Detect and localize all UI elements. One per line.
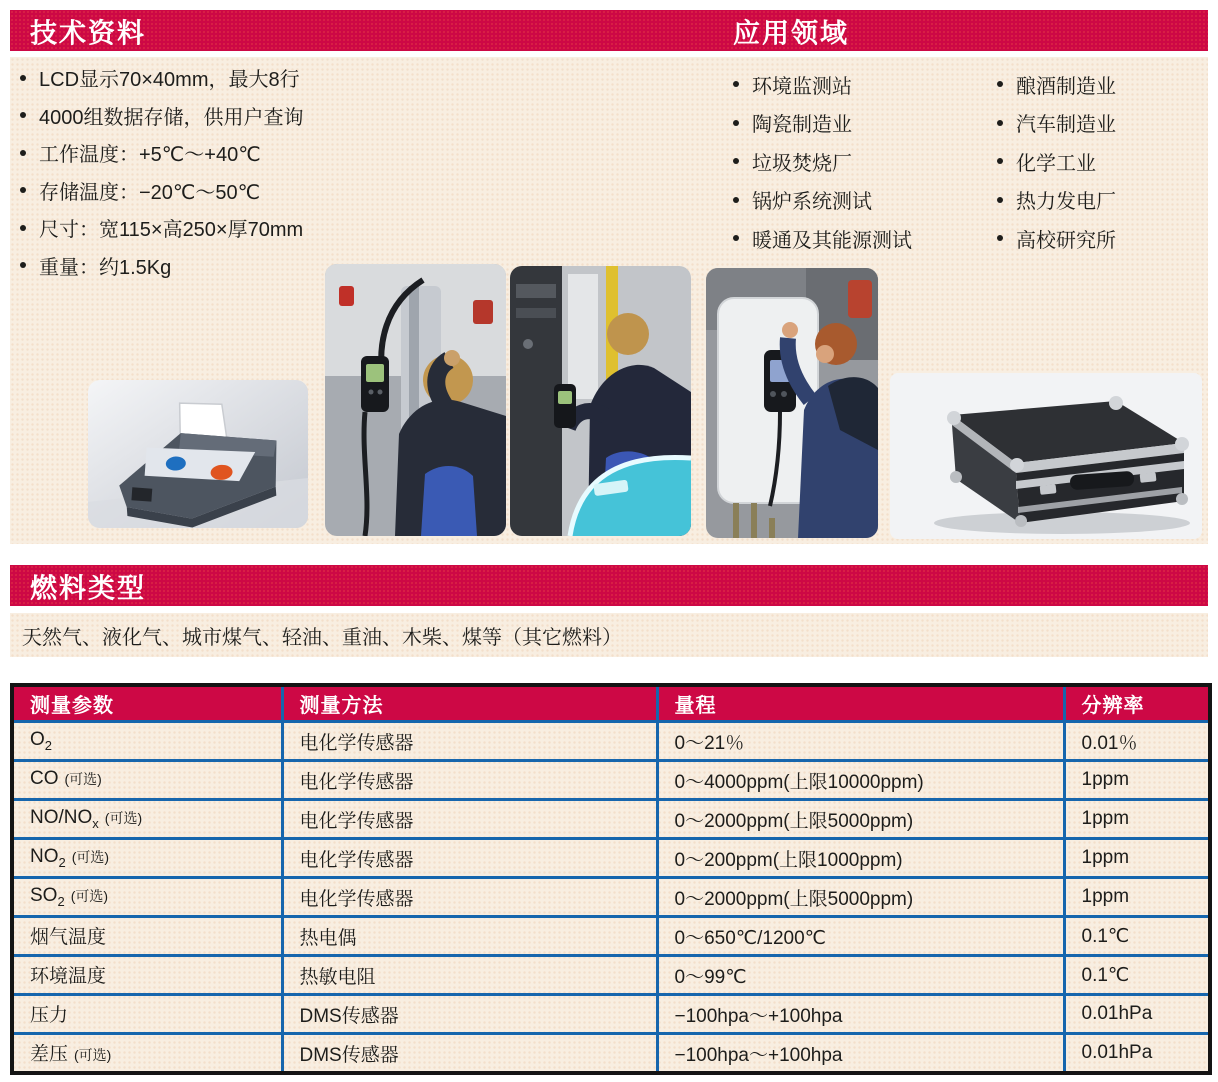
resolution-cell: 0.1℃ [1064, 917, 1210, 956]
bullet-dot [997, 158, 1003, 164]
spec-item-label: LCD显示70×40mm，最大8行 [39, 69, 300, 92]
header-method: 测量方法 [282, 685, 657, 722]
app-item [733, 65, 912, 104]
bullet-dot [733, 158, 739, 164]
bullet-dot [733, 120, 739, 126]
table-row [12, 995, 1210, 1034]
measurement-spec-table [10, 683, 1212, 1075]
method-cell: 热电偶 [282, 917, 657, 956]
app-item [997, 104, 1116, 143]
bullet-dot [20, 262, 26, 268]
spec-item-label: 尺寸：宽115×高250×厚70mm [39, 219, 304, 242]
resolution-cell: 0.01％ [1064, 722, 1210, 761]
resolution-cell: 1ppm [1064, 839, 1210, 878]
method-cell: 电化学传感器 [282, 722, 657, 761]
app-item-label: 汽车制造业 [1016, 114, 1116, 137]
header-resolution: 分辨率 [1064, 685, 1210, 722]
bullet-dot [20, 187, 26, 193]
range-cell: 0～4000ppm(上限10000ppm) [657, 761, 1064, 800]
param-main: CO [30, 768, 59, 790]
param-cell [12, 956, 282, 995]
header-parameter: 测量参数 [12, 685, 282, 722]
param-main: 烟气温度 [30, 926, 107, 948]
param-note: (可选) [74, 1046, 112, 1063]
table-row [12, 761, 1210, 800]
table-row [12, 878, 1210, 917]
carrying-case-photo [890, 373, 1202, 539]
range-cell: 0～200ppm(上限1000ppm) [657, 839, 1064, 878]
bullet-dot [997, 235, 1003, 241]
param-cell [12, 1034, 282, 1074]
resolution-cell: 1ppm [1064, 761, 1210, 800]
spec-item [20, 172, 304, 210]
tech-section-title: 技术资料 [30, 18, 146, 48]
bullet-dot [733, 197, 739, 203]
app-item [997, 142, 1116, 181]
bullet-dot [20, 150, 26, 156]
app-item-label: 热力发电厂 [1016, 191, 1116, 214]
method-cell: 电化学传感器 [282, 800, 657, 839]
app-item-label: 酿酒制造业 [1016, 75, 1116, 98]
bullet-dot [20, 75, 26, 81]
param-cell [12, 878, 282, 917]
param-cell [12, 995, 282, 1034]
app-item-label: 环境监测站 [752, 75, 852, 98]
range-cell: −100hpa～+100hpa [657, 1034, 1064, 1074]
header-range: 量程 [657, 685, 1064, 722]
param-main: 压力 [30, 1004, 69, 1026]
app-item [733, 104, 912, 143]
table-row [12, 917, 1210, 956]
bullet-dot [20, 112, 26, 118]
range-cell: 0～650℃/1200℃ [657, 917, 1064, 956]
bullet-dot [20, 225, 26, 231]
range-cell: 0～2000ppm(上限5000ppm) [657, 878, 1064, 917]
application-list-column-2 [997, 65, 1116, 258]
range-cell: −100hpa～+100hpa [657, 995, 1064, 1034]
method-cell: 电化学传感器 [282, 839, 657, 878]
fuel-type-text-strip [10, 613, 1208, 657]
spec-item-label: 工作温度：+5℃～+40℃ [39, 144, 261, 167]
param-main: NO [30, 846, 59, 868]
app-item [997, 65, 1116, 104]
param-note: (可选) [70, 888, 109, 905]
range-cell: 0～99℃ [657, 956, 1064, 995]
table-row [12, 1034, 1210, 1074]
spec-item [20, 59, 304, 97]
spec-item [20, 97, 304, 135]
method-cell: DMS传感器 [282, 1034, 657, 1074]
table-row [12, 956, 1210, 995]
param-main: NO/NO [30, 807, 93, 829]
app-item-label: 高校研究所 [1016, 229, 1116, 252]
range-cell: 0～21％ [657, 722, 1064, 761]
param-subscript: 2 [58, 854, 66, 870]
param-note: (可选) [64, 771, 102, 788]
app-item-label: 暖通及其能源测试 [752, 229, 912, 252]
spec-item [20, 134, 304, 172]
technician-boiler-test-photo [510, 266, 691, 536]
param-cell [12, 917, 282, 956]
resolution-cell: 0.1℃ [1064, 956, 1210, 995]
app-item-label: 化学工业 [1016, 152, 1096, 175]
spec-item-label: 重量：约1.5Kg [39, 256, 172, 279]
table-header-row [12, 685, 1210, 722]
param-note: (可选) [71, 849, 110, 866]
fuel-type-header-bar [10, 565, 1208, 606]
param-subscript: 2 [57, 893, 65, 909]
app-item [997, 181, 1116, 220]
resolution-cell: 1ppm [1064, 800, 1210, 839]
param-main: SO [30, 885, 58, 907]
table-row [12, 839, 1210, 878]
technician-flue-gas-test-photo [325, 264, 506, 536]
bullet-dot [997, 81, 1003, 87]
param-cell [12, 722, 282, 761]
param-main: 差压 [30, 1043, 69, 1065]
app-item [733, 181, 912, 220]
param-cell [12, 800, 282, 839]
tech-spec-list [20, 59, 304, 284]
param-main: O [30, 729, 45, 751]
applications-section-title: 应用领域 [733, 18, 849, 48]
table-row [12, 800, 1210, 839]
fuel-type-text: 天然气、液化气、城市煤气、轻油、重油、木柴、煤等（其它燃料） [22, 626, 622, 649]
bullet-dot [733, 235, 739, 241]
resolution-cell: 0.01hPa [1064, 1034, 1210, 1074]
top-header-bar [10, 10, 1208, 51]
param-cell [12, 761, 282, 800]
param-cell [12, 839, 282, 878]
fuel-section-title: 燃料类型 [30, 573, 146, 603]
technician-wall-boiler-photo [706, 268, 878, 538]
param-note: (可选) [104, 810, 143, 827]
app-item [733, 219, 912, 258]
spec-item [20, 209, 304, 247]
bullet-dot [997, 120, 1003, 126]
resolution-cell: 0.01hPa [1064, 995, 1210, 1034]
app-item [733, 142, 912, 181]
app-item [997, 219, 1116, 258]
spec-item [20, 247, 304, 285]
spec-item-label: 4000组数据存储，供用户查询 [39, 106, 304, 129]
param-subscript: x [92, 815, 99, 831]
method-cell: 电化学传感器 [282, 761, 657, 800]
param-subscript: 2 [44, 737, 53, 753]
printer-device-photo [88, 380, 308, 528]
param-main: 环境温度 [30, 965, 107, 987]
method-cell: 电化学传感器 [282, 878, 657, 917]
bullet-dot [997, 197, 1003, 203]
range-cell: 0～2000ppm(上限5000ppm) [657, 800, 1064, 839]
bullet-dot [733, 81, 739, 87]
spec-item-label: 存储温度：−20℃～50℃ [39, 181, 261, 204]
app-item-label: 陶瓷制造业 [752, 114, 852, 137]
method-cell: 热敏电阻 [282, 956, 657, 995]
table-row [12, 722, 1210, 761]
app-item-label: 锅炉系统测试 [752, 191, 872, 214]
resolution-cell: 1ppm [1064, 878, 1210, 917]
application-list-column-1 [733, 65, 912, 258]
app-item-label: 垃圾焚烧厂 [752, 152, 852, 175]
method-cell: DMS传感器 [282, 995, 657, 1034]
